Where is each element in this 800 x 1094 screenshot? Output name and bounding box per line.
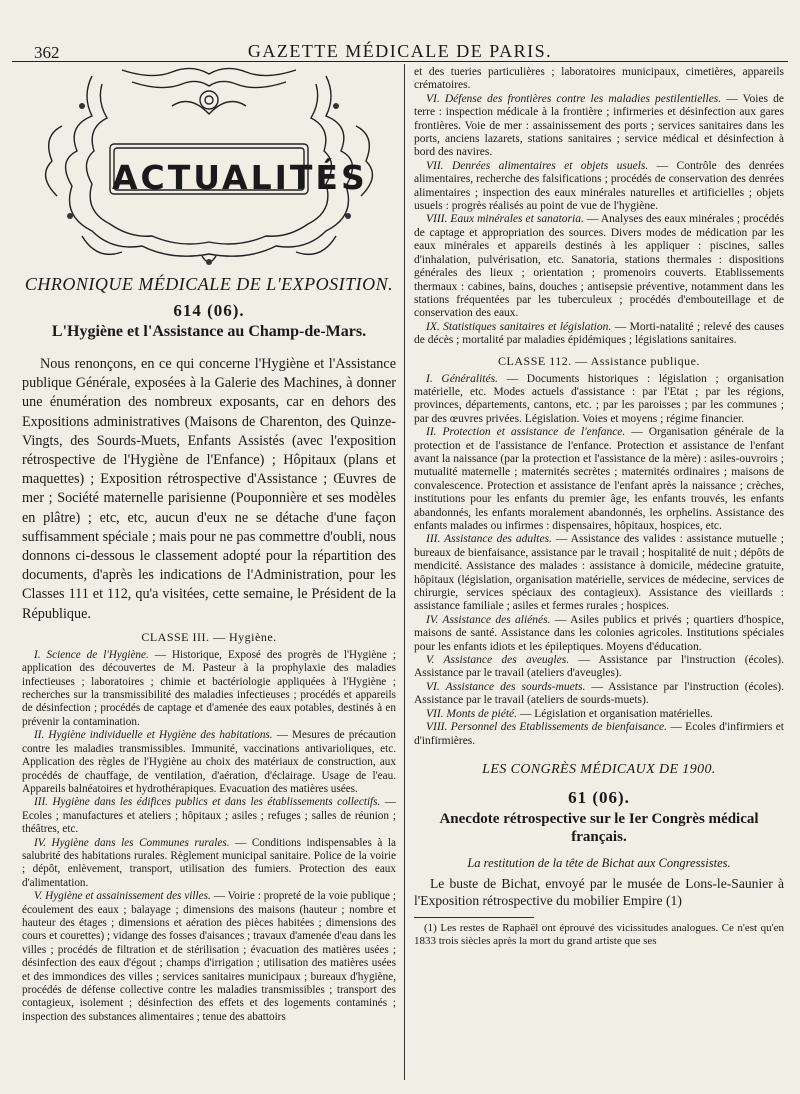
page-header: [12, 35, 788, 62]
list-item: [22, 649, 396, 729]
item-text: — Législation et organisation matérielles.: [517, 707, 713, 720]
list-item: [414, 373, 784, 427]
list-item: [414, 213, 784, 320]
item-text: — Contrôle des denrées alimentaires, recherche des falsifications ; procédés de conservation des denrées alimentaires ; inspection des eaux minérales naturelles et artificielles ; objets usuels : progrès réalisés au point de vue de l'hygiène.: [414, 159, 784, 213]
footnote-rule: [414, 917, 534, 918]
list-item: [414, 708, 784, 721]
right-column: [414, 66, 784, 948]
list-item: [414, 93, 784, 160]
item-title: VIII. Personnel des Etablissements de bienfaisance.: [426, 721, 667, 734]
item-title: II. Protection et assistance de l'enfance.: [426, 426, 626, 439]
item-text: — Organisation générale de la protection et de l'assistance de l'enfance. Protection et assistance de l'enfant avant la naissance (par la protection et l'assistance de la mère) : asiles-ouvroirs ; mutualité maternelle ; maternités secrètes ; maternités ordinaires ; maisons de convalescence. Protection et assistance de l'enfant après la naissance ; crèches, institutions pour les enfants du premier âge, les enfants trouvés, les enfants abandonnés, les enfants moralement abandonnés, les orphelins. Assistance des enfants malades ou infirmes : dispensaires, hôpitaux, hospices, etc.: [414, 426, 784, 532]
list-item: [414, 533, 784, 613]
intro-paragraph: Nous renonçons, en ce qui concerne l'Hygiène et l'Assistance publique Générale, exposées à la Galerie des Machines, à donner une énumération des nombreux exposants, car en dehors des Expositions administratives (Maisons de Charenton, des Quinze-Vingts, des Sourds-Muets, Enfants Assistés (avec l'exposition rétrospective de l'Hygiène de l'Enfance) ; Hôpitaux (plans et maquettes) ; Exposition rétrospective d'Assistance ; Œuvres de mer ; Société maternelle parisienne (Pouponnière et ses modèles en plâtre) ; etc, etc, aucun d'eux ne se détache d'une façon suffisamment spéciale ; mais pour ne pas commettre d'oubli, nous donnons ci-dessous le classement adopté pour la répartition des documents, d'après les indications de l'Administration, pour les Classes 111 et 112, qu'a visitées, cette semaine, le Président de la République.: [22, 356, 396, 622]
classe-111-list: [22, 649, 396, 1024]
item-title: III. Assistance des adultes.: [426, 533, 552, 546]
list-item: [414, 654, 784, 681]
item-title: V. Assistance des aveugles.: [426, 654, 570, 667]
footnote: (1) Les restes de Raphaël ont éprouvé des vicissitudes analogues. Ce n'est qu'en 1833 trois siècles après la mort du grand artiste que ses: [414, 921, 784, 947]
item-text: — Assistance des valides : assistance mutuelle ; bureaux de bienfaisance, assistance par le travail ; hospitalité de nuit ; dépôts de mendicité. Assistance des malades : assistance à domicile, médecine gratuite, hôpitaux (législation, organisation matérielle, services de médecine, services de chirurgie, services spéciaux des contagieux). Assistance des vieillards : assistance familiale ; asiles et fermes rurales ; hospices.: [414, 533, 784, 613]
anecdote-text: Le buste de Bichat, envoyé par le musée de Lons-le-Saunier à l'Exposition rétrospective du mobilier Empire (1): [414, 875, 784, 908]
item-text: — Ecoles ; manufactures et ateliers ; hôpitaux ; asiles ; refuges ; salles de réunion ; théâtres, etc.: [22, 796, 396, 836]
classe-112-list: [414, 373, 784, 748]
item-title: VI. Assistance des sourds-muets.: [426, 680, 586, 693]
list-item: [414, 614, 784, 654]
list-item: [22, 890, 396, 1024]
masthead: GAZETTE MÉDICALE DE PARIS.: [247, 41, 553, 61]
item-title: IV. Hygiène dans les Communes rurales.: [34, 836, 230, 849]
item-text: — Assistance par l'instruction (écoles). Assistance par le travail (ateliers de sourds-muets).: [414, 680, 784, 707]
page-number: 362: [34, 43, 60, 62]
anecdote-subtitle: La restitution de la tête de Bichat aux Congressistes.: [467, 855, 731, 870]
actualites-banner: [22, 66, 396, 270]
item-title: VI. Défense des frontières contre les maladies pestilentielles.: [426, 92, 722, 105]
item-title: VII. Monts de piété.: [426, 707, 518, 720]
continuation-text: et des tueries particulières ; laboratoires municipaux, cimetières, appareils crématoires.: [414, 66, 784, 92]
item-text: — Mesures de précaution contre les maladies transmissibles. Immunité, vaccinations antivarioliques, etc. Application des règles de l'Hygiène au choix des matériaux de construction, aux procédés de chauffage, de ventilation, d'aération, d'éclairage. Usage de l'eau. Appareils balnéatoires et hydrothérapiques. Evacuation des matières usées.: [22, 729, 396, 795]
list-item: [22, 837, 396, 891]
item-title: VII. Denrées alimentaires et objets usuels.: [426, 159, 649, 172]
item-text: — Historique, Exposé des progrès de l'Hygiène ; application des découvertes de M. Pasteur à la prophylaxie des maladies infectieuses ; laboratoires ; chimie et bactériologie appliquées à l'Hygiène ; recherches sur la transmissibilité des maladies infectieuses ; procédés et appareils de désinfection ; procédés de captage et d'amenée des eaux potables, destinés à en prévenir la contamination.: [22, 648, 396, 728]
item-text: — Voies de terre : inspection médicale à la frontière ; infirmeries et désinfection aux gares frontières. Voie de mer : assainissement des ports ; services sanitaires dans les ports, anciens lazarets, stations sanitaires ; service médical et désinfection à bord des navires.: [414, 92, 785, 159]
item-text: — Documents historiques : législation ; organisation matérielle, etc. Modes actuels d'assistance : par l'Etat ; par les régions, provinces, départements, cantons, etc. ; par les paroisses ; par les communes ; par des œuvres privées. Législation. Voies et moyens ; régime financier.: [414, 372, 784, 425]
chronique-heading: CHRONIQUE MÉDICALE DE L'EXPOSITION.: [24, 274, 394, 294]
item-title: IX. Statistiques sanitaires et législation.: [426, 320, 612, 333]
classe-112-heading: CLASSE 112. — Assistance publique.: [498, 353, 700, 368]
item-title: II. Hygiène individuelle et Hygiène des habitations.: [34, 729, 273, 742]
list-item: [22, 729, 396, 796]
left-column: [22, 66, 396, 1024]
item-text: — Conditions indispensables à la salubrité des habitations rurales. Règlement municipal sanitaire. Police de la voirie ; dépôt, enlèvement, transport, utilisation des fumiers. Protection des eaux d'alimentation.: [22, 836, 396, 889]
item-title: IV. Assistance des aliénés.: [426, 613, 551, 626]
item-text: — Analyses des eaux minérales ; procédés de captage et appropriation des sources. Divers modes de médication par les eaux minérales et appareils destinés à les appliquer : piscines, salles d'inhalation, pulvérisation, etc. Sanatoria, stations thermales : dispositions générales des lieux ; orientation ; promenoirs couverts. Etablissements thermaux : cabines, bains, douches ; antisepsie préventive, notamment dans les stations fréquentées par les tuberculeux ; procédés d'embouteillage et de conservation des eaux.: [414, 213, 784, 320]
column-divider: [404, 64, 405, 1080]
item-text: — Assistance par l'instruction (écoles). Assistance par le travail (ateliers d'aveugles).: [414, 654, 784, 680]
item-title: I. Généralités.: [426, 372, 498, 385]
anecdote-number: 61 (06).: [568, 787, 630, 807]
item-text: — Morti-natalité ; relevé des causes de décès ; mortalité par maladies épidémiques ; législations sanitaires.: [414, 320, 784, 347]
item-text: — Ecoles d'infirmiers et d'infirmières.: [414, 721, 785, 747]
list-item: [414, 160, 784, 214]
item-title: VIII. Eaux minérales et sanatoria.: [426, 213, 584, 226]
list-item: [414, 321, 784, 348]
item-title: III. Hygiène dans les édifices publics et dans les établissements collectifs.: [34, 796, 381, 809]
item-text: — Asiles publics et privés ; quartiers d'hospice, maisons de santé. Assistance dans les colonies agricoles. Institutions spéciales pour les enfants idiots et les épileptiques. Moyens d'éducation.: [414, 613, 784, 653]
list-item: [414, 681, 784, 708]
item-title: I. Science de l'Hygiène.: [34, 648, 149, 661]
item-title: V. Hygiène et assainissement des villes.: [34, 890, 211, 903]
list-item: [414, 721, 784, 748]
section-number: 614 (06).: [173, 301, 245, 320]
section-title: L'Hygiène et l'Assistance au Champ-de-Mars.: [51, 323, 367, 340]
anecdote-title: Anecdote rétrospective sur le Ier Congrès médical français.: [439, 810, 759, 845]
list-item: [22, 796, 396, 836]
congres-heading: LES CONGRÈS MÉDICAUX DE 1900.: [482, 761, 716, 777]
banner-title: ACTUALITÉS: [112, 158, 368, 197]
list-item: [414, 426, 784, 533]
item-text: — Voirie : propreté de la voie publique ; écoulement des eaux ; balayage ; dimensions des maisons (hauteur ; nombre et hauteur des étages ; dimensions et aération des pièces habitées ; dimensions des cours et courettes) ; vidange des fosses d'aisances ; travaux d'amenée d'eau dans les villes ; procédés de filtration et de stérilisation ; évacuation des matières usées ; désinfection des eaux d'égout ; champs d'irrigation ; utilisation des matières usées et des immondices des villes ; services sanitaires municipaux ; bureaux d'hygiène, procédés de défense collective contre les maladies transmissibles ; transport des contagieux, isolement ; désinfection des effets et des logements contaminés ; inspection des substances alimentaires ; tenue des abattoirs: [22, 890, 396, 1023]
classe-111-heading: CLASSE III. — Hygiène.: [141, 629, 277, 644]
classe-111-list-continued: [414, 93, 784, 348]
